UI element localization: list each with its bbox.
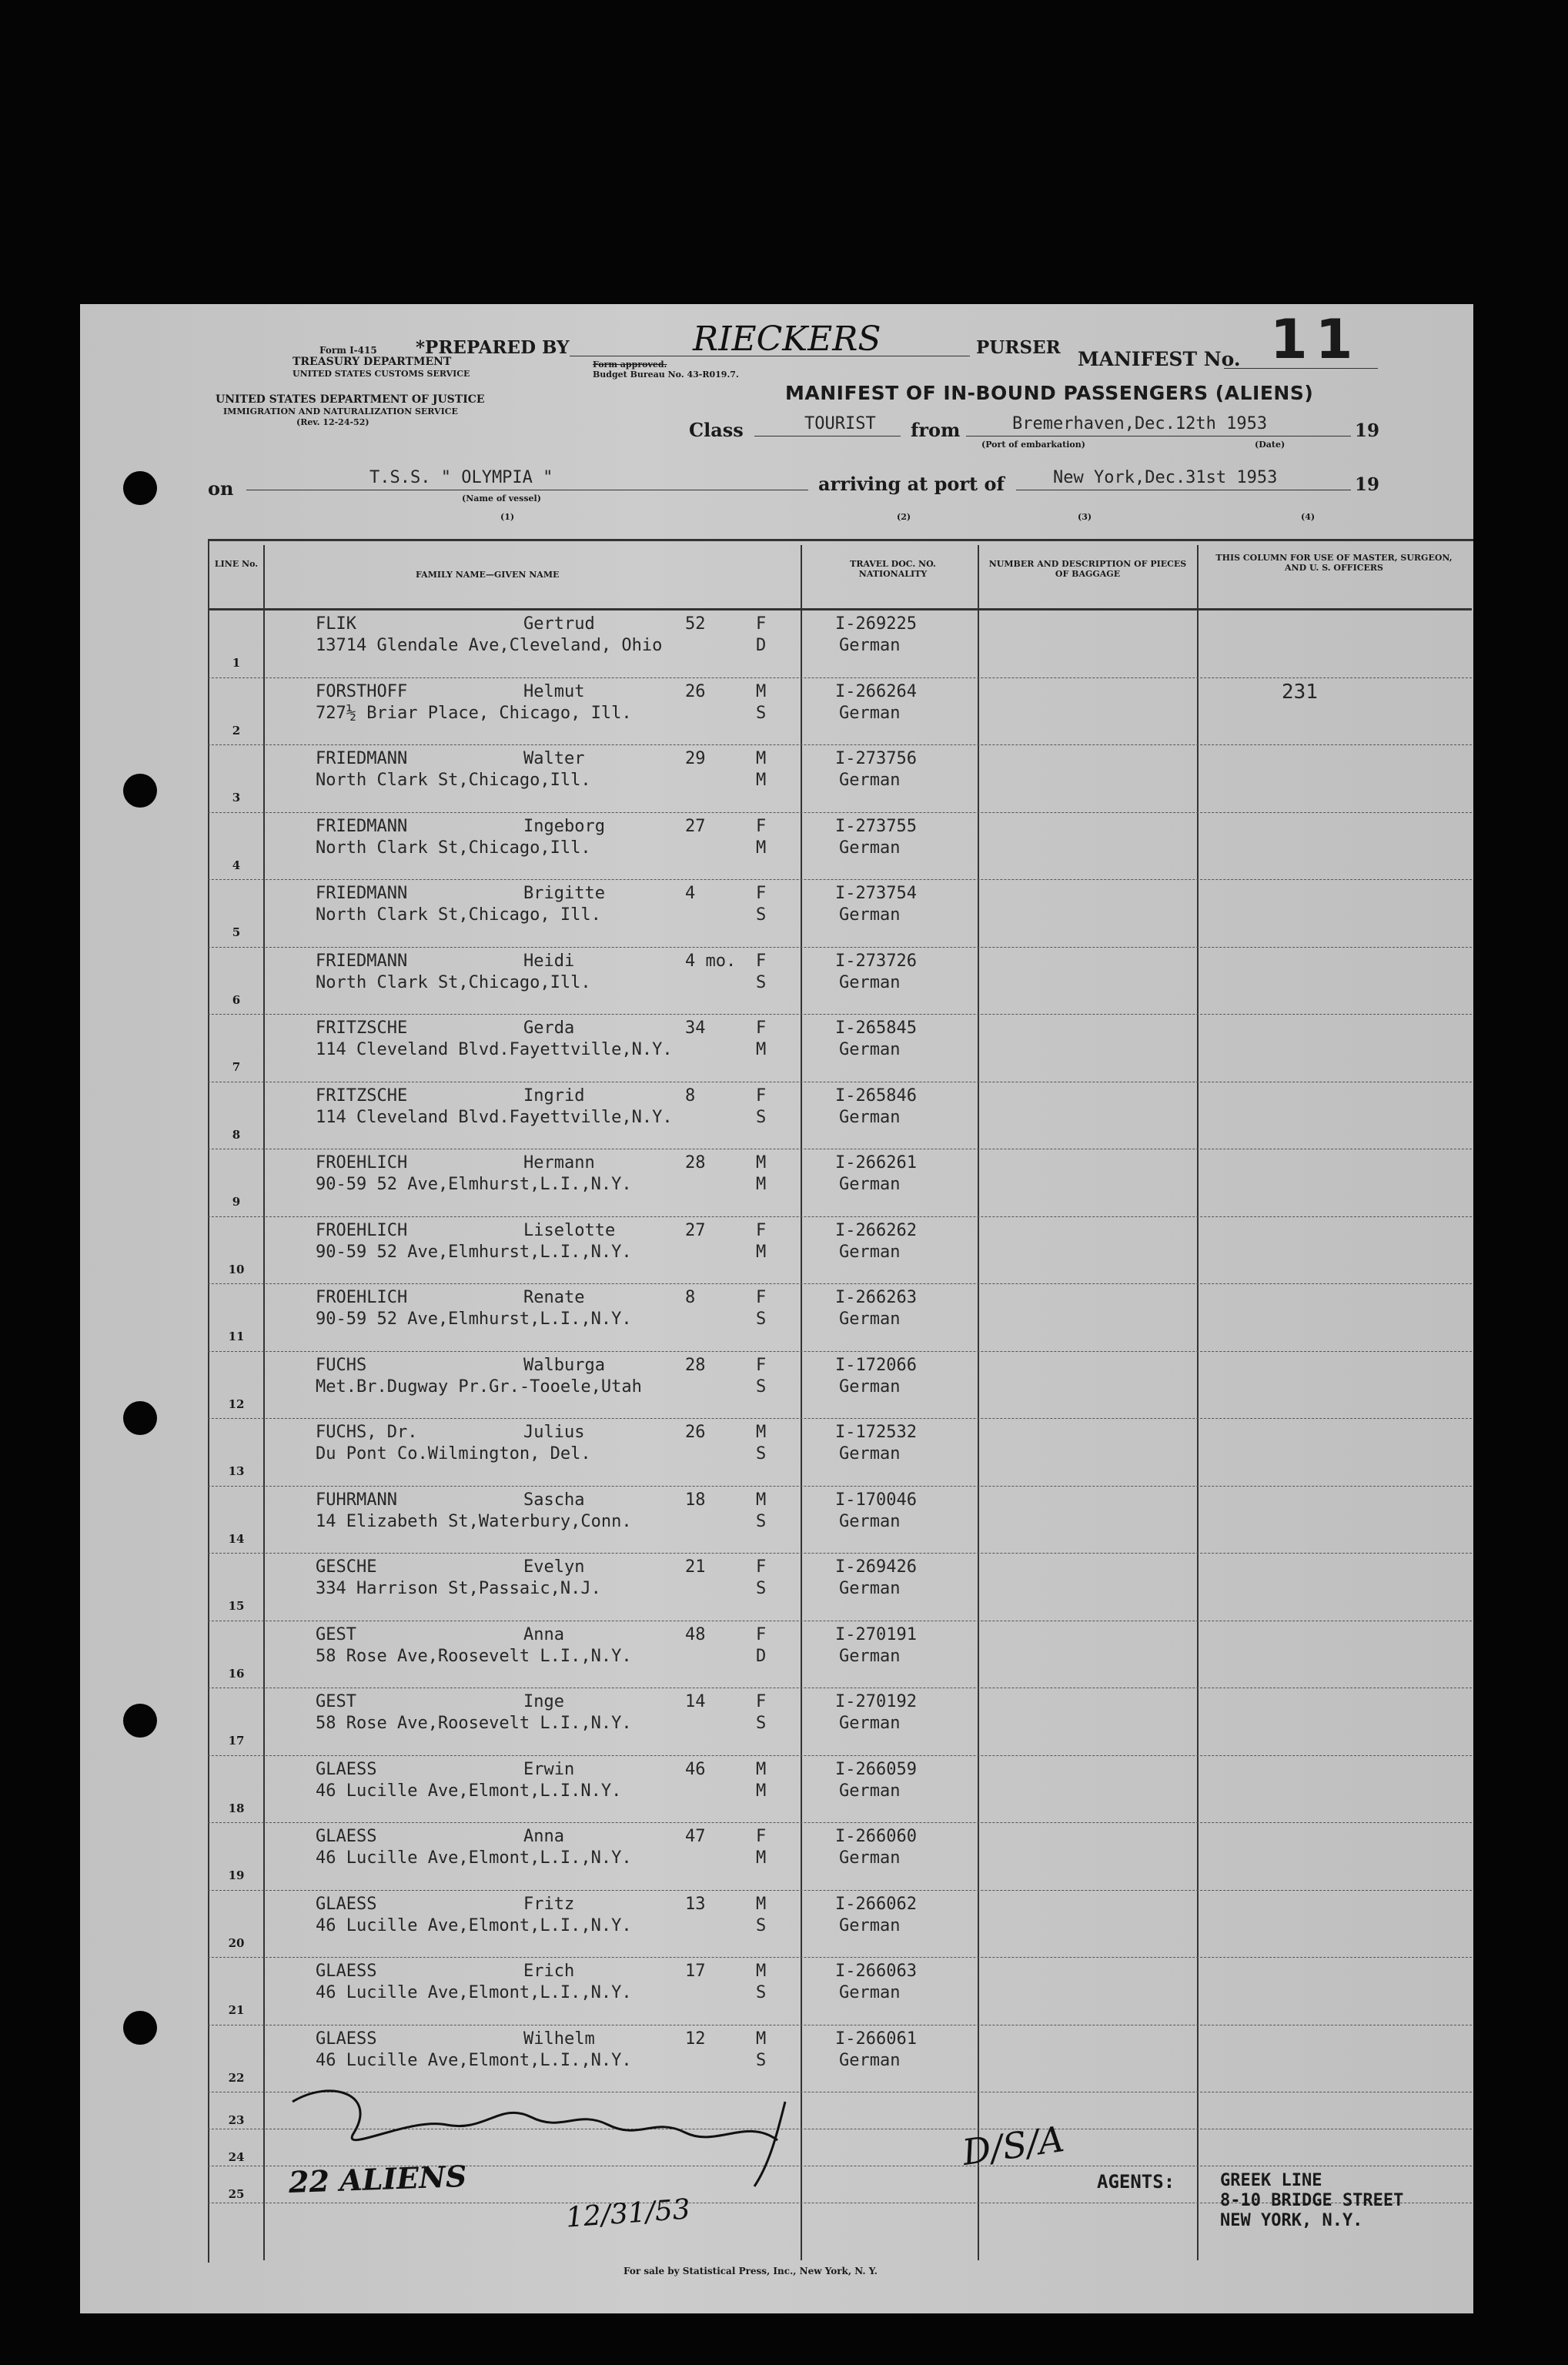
marital-status: S	[756, 2050, 767, 2070]
line-number: 2	[232, 723, 241, 738]
marital-status: M	[756, 1040, 767, 1059]
line-number: 18	[228, 1801, 245, 1815]
marital-status: S	[756, 905, 767, 925]
travel-doc-number: I-266063	[835, 1962, 917, 1981]
age: 27	[685, 1220, 706, 1240]
address: 58 Rose Ave,Roosevelt L.I.,N.Y.	[316, 1646, 632, 1666]
age: 13	[685, 1894, 706, 1914]
punch-hole	[123, 1704, 157, 1738]
row-separator	[208, 1486, 1472, 1487]
sex: F	[756, 1019, 767, 1038]
sex: M	[756, 1962, 767, 1981]
punch-hole	[123, 471, 157, 505]
line-number: 20	[228, 1935, 245, 1950]
date-note: 12/31/53	[564, 2193, 691, 2234]
row-separator	[208, 1351, 1472, 1352]
address: 90-59 52 Ave,Elmhurst,L.I.,N.Y.	[316, 1175, 632, 1194]
sex: M	[756, 1759, 767, 1779]
given-name: Erwin	[523, 1759, 575, 1779]
embarkation-line	[966, 436, 1351, 437]
officer-note: 231	[1282, 680, 1318, 704]
column-header-name: FAMILY NAME—GIVEN NAME	[416, 570, 560, 580]
form-number: Form I-415	[319, 345, 377, 356]
travel-doc-number: I-270191	[835, 1624, 917, 1644]
row-separator	[208, 879, 1472, 880]
nationality: German	[839, 1040, 901, 1059]
address: North Clark St,Chicago,Ill.	[316, 771, 591, 790]
nationality: German	[839, 1310, 901, 1329]
travel-doc-number: I-266262	[835, 1220, 917, 1240]
age: 28	[685, 1153, 706, 1172]
marital-status: M	[756, 1781, 767, 1801]
line-number: 15	[228, 1599, 245, 1613]
punch-hole	[123, 774, 157, 808]
line-number: 17	[228, 1734, 245, 1748]
line-number: 11	[228, 1330, 245, 1343]
marital-status: S	[756, 1107, 767, 1127]
address: 114 Cleveland Blvd.Fayettville,N.Y.	[316, 1040, 673, 1059]
column-divider	[1197, 545, 1199, 2260]
sex: F	[756, 1288, 767, 1307]
sex: F	[756, 816, 767, 836]
marital-status: S	[756, 1579, 767, 1598]
age: 34	[685, 1019, 706, 1038]
line-number: 13	[228, 1464, 245, 1478]
nationality: German	[839, 1377, 901, 1397]
year-prefix: 19	[1355, 420, 1380, 441]
row-separator	[208, 1755, 1472, 1756]
travel-doc-number: I-266062	[835, 1894, 917, 1914]
row-separator	[208, 1890, 1472, 1891]
given-name: Renate	[523, 1288, 585, 1307]
given-name: Fritz	[523, 1894, 575, 1914]
travel-doc-number: I-266061	[835, 2029, 917, 2049]
column-divider	[978, 545, 979, 2260]
given-name: Anna	[523, 1624, 564, 1644]
arrival-port-value: New York,Dec.31st 1953	[1053, 468, 1278, 487]
age: 8	[685, 1288, 696, 1307]
family-name: FROEHLICH	[316, 1153, 408, 1172]
age: 52	[685, 614, 706, 634]
travel-doc-number: I-266261	[835, 1153, 917, 1172]
sex: F	[756, 1557, 767, 1577]
line-number: 23	[228, 2113, 245, 2127]
family-name: FROEHLICH	[316, 1220, 408, 1240]
age: 4 mo.	[685, 951, 737, 971]
manifest-table	[208, 539, 1473, 2263]
given-name: Gertrud	[523, 614, 595, 634]
age: 21	[685, 1557, 706, 1577]
manifest-title: MANIFEST OF IN-BOUND PASSENGERS (ALIENS)	[785, 382, 1314, 404]
age: 26	[685, 681, 706, 701]
nationality: German	[839, 1511, 901, 1531]
given-name: Evelyn	[523, 1557, 585, 1577]
family-name: GLAESS	[316, 1962, 377, 1981]
address: 334 Harrison St,Passaic,N.J.	[316, 1579, 601, 1598]
row-separator	[208, 677, 1472, 678]
line-number: 4	[232, 858, 241, 872]
revision-date: (Rev. 12-24-52)	[296, 417, 369, 427]
travel-doc-number: I-273755	[835, 816, 917, 836]
given-name: Walter	[523, 749, 585, 768]
marital-status: S	[756, 1444, 767, 1463]
column-number: (1)	[500, 512, 515, 522]
family-name: GLAESS	[316, 1759, 377, 1779]
marital-status: D	[756, 1646, 767, 1666]
port-embarkation-caption: (Port of embarkation)	[981, 440, 1085, 450]
given-name: Hermann	[523, 1153, 595, 1172]
nationality: German	[839, 1579, 901, 1598]
embarkation-value: Bremerhaven,Dec.12th 1953	[1012, 414, 1268, 433]
row-separator	[208, 1957, 1472, 1958]
sex: M	[756, 2029, 767, 2049]
sex: F	[756, 1624, 767, 1644]
given-name: Helmut	[523, 681, 585, 701]
row-separator	[208, 1216, 1472, 1217]
column-header-line-no: LINE No.	[214, 559, 259, 569]
purser-signature-name: RIECKERS	[693, 319, 881, 359]
sex: F	[756, 1827, 767, 1846]
line-number: 12	[228, 1397, 245, 1411]
marital-status: S	[756, 1983, 767, 2002]
marital-status: M	[756, 838, 767, 858]
column-number: (4)	[1301, 512, 1316, 522]
given-name: Inge	[523, 1692, 564, 1711]
given-name: Erich	[523, 1962, 575, 1981]
given-name: Heidi	[523, 951, 575, 971]
address: North Clark St,Chicago, Ill.	[316, 905, 601, 925]
nationality: German	[839, 905, 901, 925]
family-name: GLAESS	[316, 1894, 377, 1914]
travel-doc-number: I-273726	[835, 951, 917, 971]
nationality: German	[839, 1646, 901, 1666]
address: 46 Lucille Ave,Elmont,L.I.N.Y.	[316, 1781, 622, 1801]
age: 28	[685, 1355, 706, 1375]
travel-doc-number: I-270192	[835, 1692, 917, 1711]
given-name: Brigitte	[523, 884, 605, 903]
travel-doc-number: I-266059	[835, 1759, 917, 1779]
family-name: FRIEDMANN	[316, 816, 408, 836]
line-number: 9	[232, 1195, 241, 1209]
treasury-department: TREASURY DEPARTMENT	[293, 356, 452, 368]
travel-doc-number: I-273754	[835, 884, 917, 903]
row-separator	[208, 1418, 1472, 1419]
row-separator	[208, 1822, 1472, 1823]
on-label: on	[208, 477, 234, 500]
manifest-number-line	[1224, 368, 1378, 369]
family-name: FRIEDMANN	[316, 749, 408, 768]
marital-status: S	[756, 703, 767, 723]
travel-doc-number: I-266264	[835, 681, 917, 701]
family-name: FUCHS, Dr.	[316, 1423, 418, 1442]
date-caption: (Date)	[1255, 440, 1285, 450]
address: 90-59 52 Ave,Elmhurst,L.I.,N.Y.	[316, 1242, 632, 1262]
address: Met.Br.Dugway Pr.Gr.-Tooele,Utah	[316, 1377, 642, 1397]
line-number: 1	[232, 656, 241, 670]
marital-status: S	[756, 972, 767, 992]
address: North Clark St,Chicago,Ill.	[316, 838, 591, 858]
family-name: FRIEDMANN	[316, 884, 408, 903]
agents-label: AGENTS:	[1097, 2171, 1175, 2193]
family-name: GESCHE	[316, 1557, 377, 1577]
family-name: FRIEDMANN	[316, 951, 408, 971]
line-number: 14	[228, 1531, 245, 1546]
class-value: TOURIST	[804, 414, 876, 433]
class-line	[754, 436, 901, 437]
travel-doc-number: I-273756	[835, 749, 917, 768]
column-header-travel-doc: TRAVEL DOC. NO. NATIONALITY	[850, 559, 936, 579]
age: 29	[685, 749, 706, 768]
marital-status: M	[756, 771, 767, 790]
address: 46 Lucille Ave,Elmont,L.I.,N.Y.	[316, 1848, 632, 1868]
family-name: FLIK	[316, 614, 356, 634]
column-divider	[263, 545, 265, 2260]
column-number: (2)	[897, 512, 911, 522]
marital-status: M	[756, 1175, 767, 1194]
family-name: GEST	[316, 1624, 356, 1644]
travel-doc-number: I-265845	[835, 1019, 917, 1038]
family-name: FUHRMANN	[316, 1490, 397, 1510]
prepared-by-label: *PREPARED BY	[416, 337, 570, 358]
punch-hole	[123, 1401, 157, 1435]
sex: F	[756, 1220, 767, 1240]
customs-service: UNITED STATES CUSTOMS SERVICE	[293, 369, 470, 379]
nationality: German	[839, 2050, 901, 2070]
given-name: Gerda	[523, 1019, 575, 1038]
nationality: German	[839, 972, 901, 992]
printer-credit: For sale by Statistical Press, Inc., New York, N. Y.	[624, 2266, 878, 2276]
age: 12	[685, 2029, 706, 2049]
column-number: (3)	[1078, 512, 1092, 522]
family-name: FRITZSCHE	[316, 1019, 408, 1038]
given-name: Ingeborg	[523, 816, 605, 836]
given-name: Anna	[523, 1827, 564, 1846]
marital-status: S	[756, 1714, 767, 1733]
sex: F	[756, 1692, 767, 1711]
age: 46	[685, 1759, 706, 1779]
agent-street: 8-10 BRIDGE STREET	[1220, 2191, 1404, 2210]
punch-hole	[123, 2011, 157, 2045]
line-number: 16	[228, 1666, 245, 1681]
nationality: German	[839, 1848, 901, 1868]
sex: M	[756, 1490, 767, 1510]
age: 17	[685, 1962, 706, 1981]
nationality: German	[839, 1983, 901, 2002]
address: 46 Lucille Ave,Elmont,L.I.,N.Y.	[316, 1915, 632, 1935]
address: 46 Lucille Ave,Elmont,L.I.,N.Y.	[316, 1983, 632, 2002]
row-separator	[208, 1014, 1472, 1015]
column-header-officers: THIS COLUMN FOR USE OF MASTER, SURGEON, AND U. S. OFFICERS	[1215, 553, 1453, 573]
travel-doc-number: I-266060	[835, 1827, 917, 1846]
row-separator	[208, 744, 1472, 745]
officer-signature	[285, 2071, 839, 2202]
nationality: German	[839, 1781, 901, 1801]
line-number: 7	[232, 1060, 241, 1074]
row-separator	[208, 1553, 1472, 1554]
line-number: 24	[228, 2150, 245, 2164]
marital-status: S	[756, 1310, 767, 1329]
travel-doc-number: I-269225	[835, 614, 917, 634]
vessel-caption: (Name of vessel)	[462, 493, 541, 503]
line-number: 22	[228, 2070, 245, 2085]
vessel-name: T.S.S. " OLYMPIA "	[369, 468, 553, 487]
row-separator	[208, 1283, 1472, 1284]
age: 8	[685, 1085, 696, 1106]
travel-doc-number: I-170046	[835, 1490, 917, 1510]
given-name: Walburga	[523, 1355, 605, 1375]
marital-status: M	[756, 1848, 767, 1868]
nationality: German	[839, 703, 901, 723]
line-number: 10	[228, 1262, 245, 1276]
travel-doc-number: I-172532	[835, 1423, 917, 1442]
budget-bureau-number: Budget Bureau No. 43-R019.7.	[593, 370, 739, 380]
travel-doc-number: I-265846	[835, 1085, 917, 1106]
line-number: 19	[228, 1868, 245, 1882]
travel-doc-number: I-269426	[835, 1557, 917, 1577]
sex: F	[756, 951, 767, 971]
sex: M	[756, 681, 767, 701]
arriving-label: arriving at port of	[818, 473, 1005, 495]
travel-doc-number: I-266263	[835, 1288, 917, 1307]
nationality: German	[839, 636, 901, 655]
family-name: FRITZSCHE	[316, 1085, 408, 1106]
column-divider	[801, 545, 802, 2260]
column-header-baggage: NUMBER AND DESCRIPTION OF PIECES OF BAGGAGE	[988, 559, 1187, 579]
sex: F	[756, 614, 767, 634]
address: Du Pont Co.Wilmington, Del.	[316, 1444, 591, 1463]
address: 114 Cleveland Blvd.Fayettville,N.Y.	[316, 1107, 673, 1127]
given-name: Ingrid	[523, 1085, 585, 1106]
nationality: German	[839, 838, 901, 858]
line-number: 8	[232, 1127, 241, 1142]
alien-count-note: 22 ALIENS	[288, 2158, 467, 2200]
stamp-note: D/S/A	[959, 2118, 1067, 2173]
address: 14 Elizabeth St,Waterbury,Conn.	[316, 1511, 632, 1531]
address: 13714 Glendale Ave,Cleveland, Ohio	[316, 636, 663, 655]
given-name: Liselotte	[523, 1220, 616, 1240]
family-name: GLAESS	[316, 2029, 377, 2049]
line-number: 3	[232, 791, 241, 805]
marital-status: S	[756, 1377, 767, 1397]
sex: F	[756, 1085, 767, 1106]
nationality: German	[839, 1175, 901, 1194]
nationality: German	[839, 1714, 901, 1733]
immigration-service: IMMIGRATION AND NATURALIZATION SERVICE	[223, 406, 458, 416]
address: 727½ Briar Place, Chicago, Ill.	[316, 703, 632, 723]
age: 48	[685, 1624, 706, 1644]
marital-status: S	[756, 1915, 767, 1935]
purser-label: PURSER	[976, 337, 1061, 358]
sex: M	[756, 1423, 767, 1442]
agent-name: GREEK LINE	[1220, 2171, 1322, 2190]
sex: M	[756, 1894, 767, 1914]
age: 18	[685, 1490, 706, 1510]
row-separator	[208, 812, 1472, 813]
nationality: German	[839, 1107, 901, 1127]
address: North Clark St,Chicago,Ill.	[316, 972, 591, 992]
marital-status: M	[756, 1242, 767, 1262]
manifest-number: 11	[1270, 308, 1361, 371]
class-label: Class	[689, 419, 744, 441]
line-number: 5	[232, 925, 241, 939]
address: 46 Lucille Ave,Elmont,L.I.,N.Y.	[316, 2050, 632, 2070]
marital-status: S	[756, 1511, 767, 1531]
line-number: 6	[232, 992, 241, 1007]
agent-city: NEW YORK, N.Y.	[1220, 2211, 1363, 2230]
manifest-number-label: MANIFEST No.	[1078, 348, 1241, 370]
sex: F	[756, 1355, 767, 1375]
nationality: German	[839, 1242, 901, 1262]
address: 90-59 52 Ave,Elmhurst,L.I.,N.Y.	[316, 1310, 632, 1329]
row-separator	[208, 947, 1472, 948]
family-name: FROEHLICH	[316, 1288, 408, 1307]
family-name: GEST	[316, 1692, 356, 1711]
given-name: Wilhelm	[523, 2029, 595, 2049]
age: 26	[685, 1423, 706, 1442]
age: 47	[685, 1827, 706, 1846]
line-number: 21	[228, 2003, 245, 2017]
table-header-rule	[208, 608, 1472, 610]
sex: F	[756, 884, 767, 903]
family-name: FORSTHOFF	[316, 681, 408, 701]
sex: M	[756, 749, 767, 768]
family-name: FUCHS	[316, 1355, 367, 1375]
given-name: Julius	[523, 1423, 585, 1442]
department-of-justice: UNITED STATES DEPARTMENT OF JUSTICE	[216, 393, 485, 406]
nationality: German	[839, 1915, 901, 1935]
form-approved: Form approved.	[593, 360, 667, 370]
marital-status: D	[756, 636, 767, 655]
family-name: GLAESS	[316, 1827, 377, 1846]
age: 4	[685, 884, 696, 903]
line-number: 25	[228, 2187, 245, 2201]
age: 27	[685, 816, 706, 836]
from-label: from	[911, 419, 961, 441]
sex: M	[756, 1153, 767, 1172]
given-name: Sascha	[523, 1490, 585, 1510]
nationality: German	[839, 1444, 901, 1463]
travel-doc-number: I-172066	[835, 1355, 917, 1375]
nationality: German	[839, 771, 901, 790]
year-prefix: 19	[1355, 474, 1380, 495]
address: 58 Rose Ave,Roosevelt L.I.,N.Y.	[316, 1714, 632, 1733]
age: 14	[685, 1692, 706, 1711]
